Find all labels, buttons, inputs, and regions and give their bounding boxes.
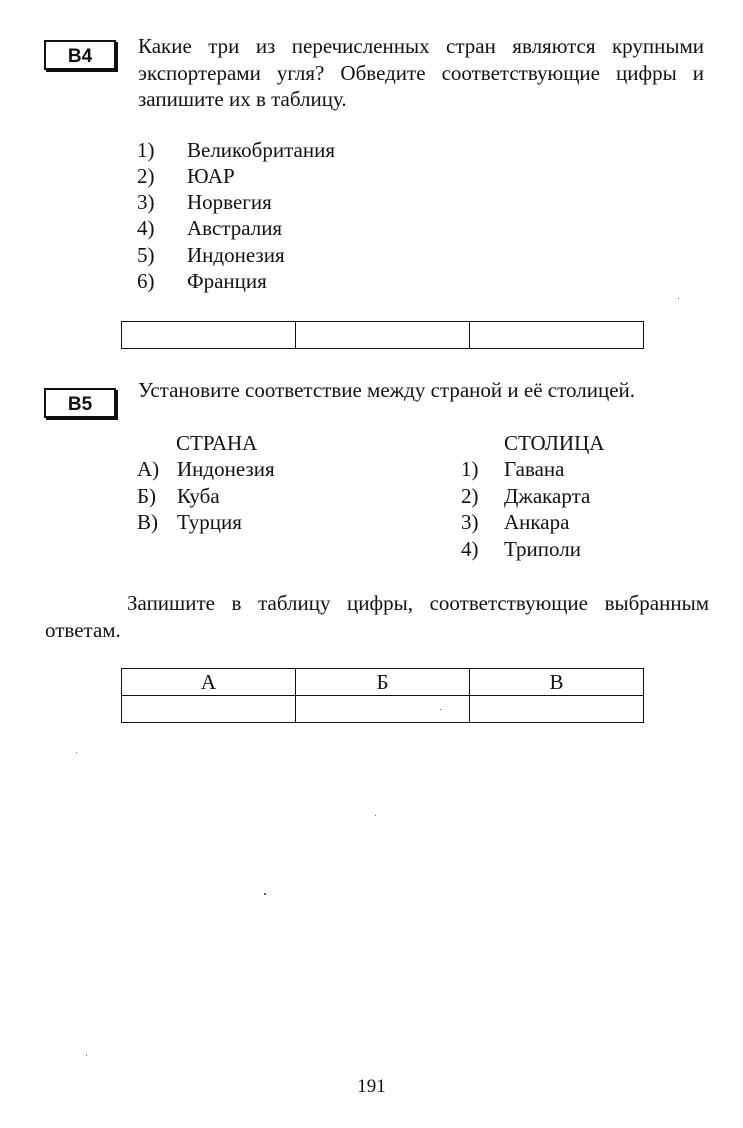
capital-number: 4) (461, 537, 479, 561)
b4-option-3 (137, 189, 272, 215)
scan-speck (678, 298, 679, 299)
country-letter: А) (137, 457, 160, 481)
option-text: Великобритания (187, 138, 335, 162)
b5-answer-cell-a[interactable] (122, 696, 296, 723)
b5-capital-4 (461, 536, 581, 562)
capital-number: 3) (461, 510, 479, 534)
task-label-b4: B4 (44, 40, 116, 70)
b4-answer-cell-2[interactable] (296, 322, 470, 349)
b5-answer-table (121, 668, 644, 723)
b4-answer-cell-1[interactable] (122, 322, 296, 349)
b4-answer-table (121, 321, 644, 349)
b5-country-v (137, 509, 242, 535)
b4-answer-cell-3[interactable] (470, 322, 644, 349)
scan-speck (440, 709, 441, 710)
b5-question: Установите соответствие между страной и её столицей. (138, 378, 635, 402)
option-number: 5) (137, 243, 155, 267)
capital-text: Анкара (504, 510, 570, 534)
b4-option-2 (137, 163, 235, 189)
b5-capital-3 (461, 509, 569, 535)
b4-option-4 (137, 215, 282, 241)
option-text: Франция (187, 269, 267, 293)
option-text: ЮАР (187, 164, 235, 188)
scan-speck (86, 1055, 87, 1056)
capital-number: 1) (461, 457, 479, 481)
option-text: Норвегия (187, 190, 272, 214)
capital-number: 2) (461, 484, 479, 508)
country-text: Турция (177, 510, 242, 534)
b4-option-1 (137, 137, 335, 163)
country-text: Куба (177, 484, 220, 508)
option-text: Индонезия (187, 243, 285, 267)
b4-question: Какие три из перечисленных стран являются крупными экспортерами угля? Обведите соответствующие цифры и запишите их в таблицу. (138, 34, 704, 111)
b4-option-6 (137, 268, 267, 294)
option-number: 4) (137, 216, 155, 240)
scan-speck (375, 815, 376, 816)
option-number: 2) (137, 164, 155, 188)
table-header-b: Б (296, 669, 470, 696)
table-header-a: А (122, 669, 296, 696)
country-letter: Б) (137, 484, 157, 508)
country-letter: В) (137, 510, 158, 534)
country-column-header: СТРАНА (176, 431, 258, 455)
capital-column-header: СТОЛИЦА (504, 431, 605, 455)
page-number: 191 (357, 1076, 386, 1097)
scan-speck (264, 893, 266, 895)
b5-country-a (137, 456, 275, 482)
b4-option-5 (137, 242, 285, 268)
option-number: 1) (137, 138, 155, 162)
capital-text: Триполи (504, 537, 581, 561)
table-header-v: В (470, 669, 644, 696)
country-text: Индонезия (177, 457, 275, 481)
option-text: Австралия (187, 216, 283, 240)
b5-instruction: Запишите в таблицу цифры, соответствующие выбранным ответам. (45, 591, 709, 642)
option-number: 3) (137, 190, 155, 214)
b5-answer-cell-v[interactable] (470, 696, 644, 723)
task-label-b5: B5 (44, 388, 116, 418)
option-number: 6) (137, 269, 155, 293)
capital-text: Гавана (504, 457, 565, 481)
scan-speck (76, 752, 77, 753)
b5-capital-2 (461, 483, 590, 509)
b5-country-b (137, 483, 220, 509)
b5-answer-cell-b[interactable] (296, 696, 470, 723)
capital-text: Джакарта (504, 484, 591, 508)
b5-capital-1 (461, 456, 564, 482)
